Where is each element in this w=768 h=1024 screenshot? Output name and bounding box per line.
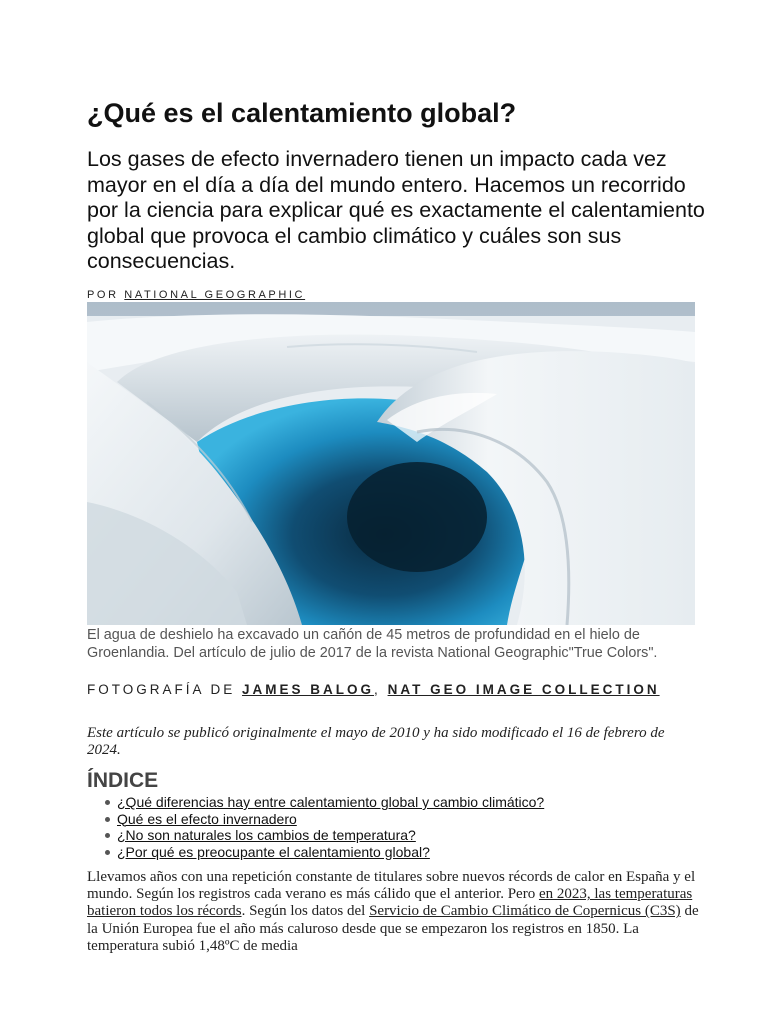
bullet-icon	[105, 800, 110, 805]
body-text-3: de la Unión Europea fue el año más caluroso desde que se empezaron los registros en 1850. La temperatura subió 1,48ºC de media	[87, 903, 699, 954]
index-title: ÍNDICE	[87, 769, 159, 792]
index-link-natural-changes[interactable]: ¿No son naturales los cambios de temperatura?	[117, 827, 416, 843]
body-text-2: . Según los datos del	[241, 903, 370, 920]
agency-link[interactable]: NAT GEO IMAGE COLLECTION	[387, 682, 660, 697]
index-link-concern[interactable]: ¿Por qué es preocupante el calentamiento global?	[117, 843, 430, 860]
byline	[87, 289, 305, 301]
index-item	[117, 811, 544, 828]
glacier-canyon-image	[87, 302, 695, 625]
credit-separator: ,	[374, 682, 381, 697]
body-text-1: Llevamos años con una repetición constante de titulares sobre nuevos récords de calor en España y el mundo. Según los registros cada verano es más cálido que el anterior. Pero	[87, 869, 696, 903]
bullet-icon	[105, 850, 110, 855]
index-link-greenhouse[interactable]: Qué es el efecto invernadero	[117, 810, 297, 827]
bullet-icon	[105, 833, 110, 838]
credit-prefix: FOTOGRAFÍA DE	[87, 682, 236, 697]
photo-caption: El agua de deshielo ha excavado un cañón de 45 metros de profundidad en el hielo de Groenlandia. Del artículo de julio de 2017 de la revista National Geographic"True Colors".	[87, 627, 658, 661]
index-item	[117, 844, 544, 861]
byline-prefix: POR	[87, 289, 119, 301]
article-lead: Los gases de efecto invernadero tienen un impacto cada vez mayor en el día a día del mundo entero. Hacemos un recorrido por la ciencia para explicar qué es exactamente el calentamiento global que provoca el cambio climático y cuáles son sus consecuencias.	[87, 147, 705, 273]
publication-note: Este artículo se publicó originalmente el mayo de 2010 y ha sido modificado el 16 de febrero de 2024.	[87, 725, 665, 758]
hero-photo	[87, 302, 695, 625]
article-title: ¿Qué es el calentamiento global?	[87, 98, 517, 128]
index-item	[117, 827, 544, 844]
byline-author-link[interactable]: NATIONAL GEOGRAPHIC	[124, 289, 306, 301]
body-paragraph	[87, 869, 699, 955]
bullet-icon	[105, 817, 110, 822]
copernicus-link[interactable]: Servicio de Cambio Climático de Copernicus (C3S)	[369, 903, 681, 920]
index-list	[87, 794, 544, 860]
photo-credit	[87, 681, 699, 699]
photographer-link[interactable]: JAMES BALOG	[242, 682, 375, 697]
index-link-differences[interactable]: ¿Qué diferencias hay entre calentamiento global y cambio climático?	[117, 794, 545, 810]
index-item	[117, 794, 544, 811]
records-2023-link[interactable]: en 2023, las temperaturas batieron todos los récords	[87, 886, 693, 920]
